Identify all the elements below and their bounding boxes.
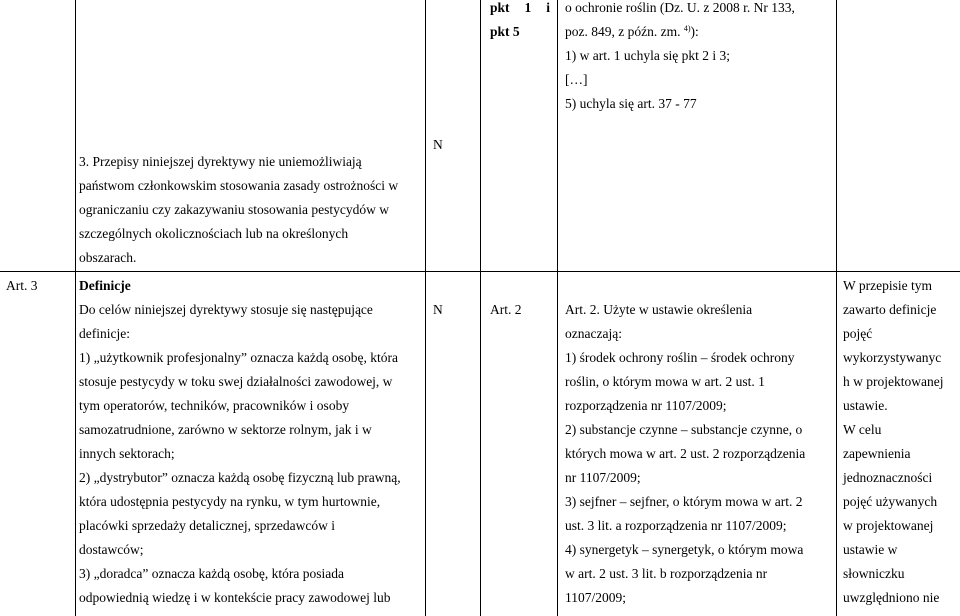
art3-line: która udostępnia pestycydy na rynku, w tym hurtownie, xyxy=(79,494,381,509)
paragraph-3-line: ograniczaniu czy zakazywaniu stosowania pestycydów w xyxy=(79,202,390,217)
article-status: N xyxy=(433,302,443,317)
footnote-marker[interactable]: 4) xyxy=(683,24,691,33)
comment-line: w projektowanej xyxy=(843,518,934,533)
art3-line: placówki sprzedaży detalicznej, sprzedawców i xyxy=(79,518,336,533)
article-label: Art. 3 xyxy=(6,278,38,293)
art3-line: odpowiednią wiedzę i w kontekście pracy zawodowej lub xyxy=(79,590,391,605)
art3-line: dostawców; xyxy=(79,542,144,557)
art2-line: 3) sejfner – sejfner, o którym mowa w art. 2 xyxy=(565,494,803,509)
art2-line: 4) synergetyk – synergetyk, o którym mowa xyxy=(565,542,804,557)
top-text-line: 1) w art. 1 uchyla się pkt 2 i 3; xyxy=(565,48,730,63)
top-text-fragment: poz. 849, z późn. zm. xyxy=(565,24,681,39)
column-divider xyxy=(557,0,558,616)
art2-line: ust. 3 lit. a rozporządzenia nr 1107/2009; xyxy=(565,518,787,533)
comment-line: pojęć używanych xyxy=(843,494,938,509)
row-divider xyxy=(0,271,960,272)
top-text-line: […] xyxy=(565,72,588,87)
art3-line: samozatrudnione, zarówno w sektorze rolnym, jak i w xyxy=(79,422,372,437)
art3-line: innych sektorach; xyxy=(79,446,175,461)
comment-line: wykorzystywanyc xyxy=(843,350,942,365)
art2-line: w art. 2 ust. 3 lit. b rozporządzenia nr xyxy=(565,566,768,581)
top-text-line: 5) uchyla się art. 37 - 77 xyxy=(565,96,697,111)
comment-line: W przepisie tym xyxy=(843,278,932,293)
paragraph-3-status: N xyxy=(433,137,443,152)
comment-line: zawarto definicje xyxy=(843,302,937,317)
column-divider xyxy=(480,0,481,616)
art3-line: definicje: xyxy=(79,326,130,341)
art2-line: nr 1107/2009; xyxy=(565,470,641,485)
art2-line: 1) środek ochrony roślin – środek ochrony xyxy=(565,350,795,365)
comment-line: ustawie. xyxy=(843,398,888,413)
paragraph-3-line: państwom członkowskim stosowania zasady ostrożności w xyxy=(79,178,399,193)
top-text-line xyxy=(565,20,699,44)
footnote-suffix: ): xyxy=(690,24,699,39)
comment-line: słowniczku xyxy=(843,566,905,581)
column-divider xyxy=(836,0,837,616)
comment-line: jednoznaczności xyxy=(843,470,933,485)
article-heading: Definicje xyxy=(79,278,131,293)
art3-line: 2) „dystrybutor” oznacza każdą osobę fizyczną lub prawną, xyxy=(79,470,401,485)
art2-line: roślin, o którym mowa w art. 2 ust. 1 xyxy=(565,374,765,389)
art3-line: 1) „użytkownik profesjonalny” oznacza każdą osobę, która xyxy=(79,350,398,365)
art2-line: oznaczają: xyxy=(565,326,622,341)
comment-line: uwzględniono nie xyxy=(843,590,940,605)
paragraph-3-line: obszarach. xyxy=(79,250,137,265)
comment-line: h w projektowanej xyxy=(843,374,944,389)
column-divider xyxy=(425,0,426,616)
art2-line: rozporządzenia nr 1107/2009; xyxy=(565,398,727,413)
art2-line: 2) substancje czynne – substancje czynne, o xyxy=(565,422,803,437)
art2-line: 1107/2009; xyxy=(565,590,627,605)
art3-line: tym operatorów, techników, pracowników i osoby xyxy=(79,398,350,413)
top-ref-line-2: pkt 5 xyxy=(490,24,520,39)
paragraph-3-line: szczególnych okolicznościach lub na określonych xyxy=(79,226,349,241)
art3-line: stosuje pestycydy w toku swej działalności zawodowej, w xyxy=(79,374,393,389)
paragraph-3-line: 3. Przepisy niniejszej dyrektywy nie uniemożliwiają xyxy=(79,154,362,169)
column-divider xyxy=(75,0,76,616)
comment-line: ustawie w xyxy=(843,542,898,557)
comment-line: W celu xyxy=(843,422,882,437)
art3-line: Do celów niniejszej dyrektywy stosuje się następujące xyxy=(79,302,373,317)
art3-line: 3) „doradca” oznacza każdą osobę, która posiada xyxy=(79,566,344,581)
comment-line: zapewnienia xyxy=(843,446,911,461)
top-ref-line-1: pkt 1 i xyxy=(490,0,550,15)
comment-line: pojęć xyxy=(843,326,873,341)
art2-line: Art. 2. Użyte w ustawie określenia xyxy=(565,302,753,317)
art2-line: których mowa w art. 2 ust. 2 rozporządzenia xyxy=(565,446,806,461)
art2-reference: Art. 2 xyxy=(490,302,522,317)
top-text-line: o ochronie roślin (Dz. U. z 2008 r. Nr 133, xyxy=(565,0,795,15)
